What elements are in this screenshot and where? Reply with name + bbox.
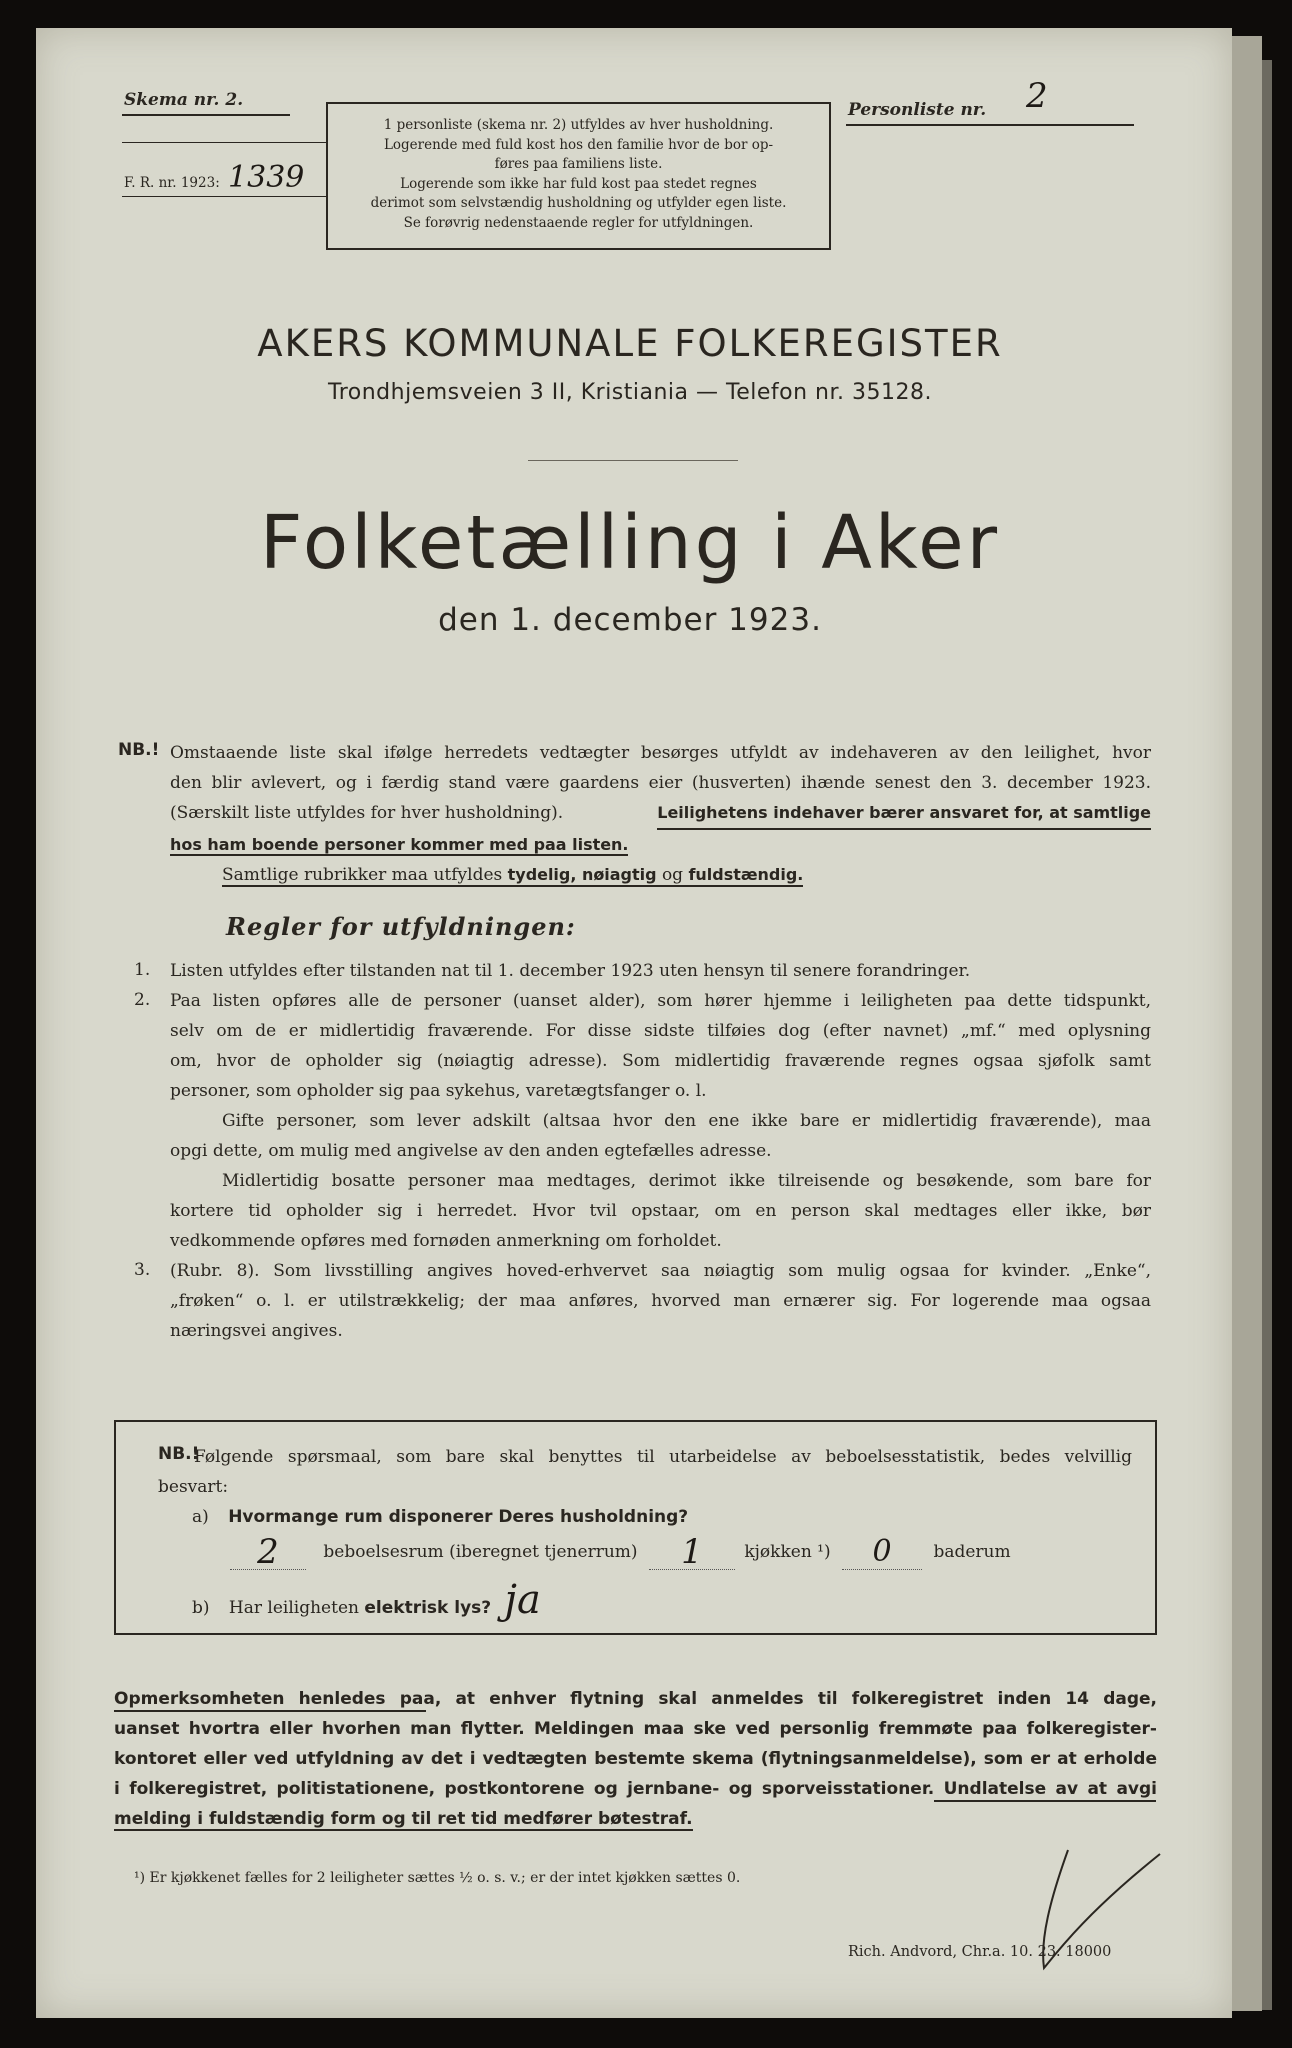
qbox-intro: [194, 1442, 1132, 1472]
printer-imprint: Rich. Andvord, Chr.a. 10. 23. 18000: [848, 1944, 1112, 1960]
footnote: ¹) Er kjøkkenet fælles for 2 leiligheter sættes ½ o. s. v.; er der intet kjøkken sættes 0.: [134, 1870, 741, 1886]
office-name: AKERS KOMMUNALE FOLKEREGISTER: [257, 322, 1003, 365]
nb-paragraph: [170, 738, 1151, 890]
nb-line: den blir avlevert, og i færdig stand være gaardens eier (husverten) ihænde senest den 3. december 1923.: [170, 773, 1151, 793]
rule-line: vedkommende opføres med fornøden anmerkning om forholdet.: [170, 1231, 722, 1251]
rule-line: Listen utfyldes efter tilstanden nat til 1. december 1923 uten hensyn til senere forandringer.: [170, 961, 971, 981]
info-line: Logerende som ikke har fuld kost paa stedet regnes: [400, 175, 757, 192]
notice-underline: [114, 1710, 426, 1712]
notice-line: uanset hvortra eller hvorhen man flytter. Meldingen maa ske ved personlig fremmøte paa folkeregister-: [114, 1719, 1157, 1739]
question-a-text: Hvormange rum disponerer Deres husholdning?: [228, 1507, 689, 1527]
info-line: føres paa familiens liste.: [494, 156, 663, 172]
household-info-box: [326, 102, 831, 250]
fr-number: 1339: [228, 160, 305, 195]
divider: [528, 460, 738, 461]
bath-label: baderum: [933, 1542, 1011, 1562]
qbox-intro-line: besvart:: [158, 1477, 229, 1497]
skema-rule: [122, 114, 290, 116]
electric-light-answer: ja: [504, 1577, 541, 1623]
page-title: Folketælling i Aker: [259, 500, 1001, 586]
rooms-label: beboelsesrum (iberegnet tjenerrum): [323, 1542, 638, 1562]
rule-text: [170, 956, 1151, 986]
fr-rule: [122, 196, 326, 197]
notice-line: kontoret eller ved utfyldning av det i vedtægten bestemte skema (flytningsanmeldelse), som er at erholde: [114, 1749, 1157, 1769]
nb-emphasis: hos ham boende personer kommer med paa listen.: [170, 835, 629, 854]
rule-line: personer, som opholder sig paa sykehus, varetægtsfanger o. l.: [170, 1081, 707, 1101]
question-b: [192, 1577, 541, 1624]
rooms-value: 2: [230, 1535, 306, 1570]
rule-line: næringsvei angives.: [170, 1321, 343, 1341]
personliste-label: Personliste nr.: [848, 100, 987, 120]
nb-emphasis: Leilighetens indehaver bærer ansvaret for, at samtlige: [657, 798, 1151, 830]
rule-line: Paa listen opføres alle de personer (uanset alder), som hører hjemme i leiligheten paa dette tidspunkt,: [170, 991, 1151, 1011]
rule-line: om, hvor de opholder sig (nøiagtig adresse). Som midlertidig fraværende regnes ogsaa sjøfolk samt: [170, 1051, 1151, 1071]
moving-notice: [114, 1684, 1157, 1834]
bath-value: 0: [842, 1535, 922, 1570]
question-a: [192, 1502, 688, 1532]
info-line: derimot som selvstændig husholdning og utfylder egen liste.: [370, 195, 787, 211]
nb-line: [222, 860, 1151, 890]
personliste-rule: [846, 124, 1134, 126]
fr-label: F. R. nr. 1923:: [124, 175, 220, 191]
notice-underline: [934, 1800, 1156, 1802]
nb-line-part: (Særskilt liste utfyldes for hver husholdning).: [170, 803, 564, 823]
qbox-intro-line: Følgende spørsmaal, som bare skal benyttes til utarbeidelse av beboelsesstatistik, bedes velvillig: [194, 1447, 1132, 1467]
rule-line: opgi dette, om mulig med angivelse av den anden egtefælles adresse.: [170, 1141, 772, 1161]
nb-line: Omstaaende liste skal ifølge herredets vedtægter besørges utfyldt av indehaveren av den leilighet, hvor: [170, 743, 1151, 763]
rule-text: [170, 986, 1151, 1256]
rule-line: kortere tid opholder sig i herredet. Hvor tvil opstaar, om en person skal medtages eller ikke, bør: [170, 1201, 1151, 1221]
question-a-letter: a): [192, 1507, 209, 1527]
office-address: Trondhjemsveien 3 II, Kristiania — Telefon nr. 35128.: [328, 380, 932, 405]
qbox-nb-label: NB.!: [158, 1444, 200, 1464]
nb-line: [170, 830, 1151, 860]
question-b-emphasis: elektrisk lys?: [364, 1598, 492, 1618]
rule-line: „frøken“ o. l. er utilstrækkelig; der maa anføres, hvorved man ernærer sig. For logerende maa ogsaa: [170, 1291, 1151, 1311]
nb-underlined: Samtlige rubrikker maa utfyldes tydelig, nøiagtig og fuldstændig.: [222, 865, 804, 885]
rule-number: 1.: [134, 960, 151, 980]
page-subtitle: den 1. december 1923.: [438, 602, 822, 638]
kitchen-label: kjøkken ¹): [744, 1542, 831, 1562]
info-line: Logerende med fuld kost hos den familie hvor de bor op-: [383, 136, 774, 153]
rule-line: selv om de er midlertidig fraværende. For disse sidste tilføies dog (efter navnet) „mf.“ med oplysning: [170, 1021, 1151, 1041]
rule-line: Midlertidig bosatte personer maa medtages, derimot ikke tilreisende og besøkende, som bare for: [222, 1171, 1151, 1191]
rule-number: 3.: [134, 1260, 151, 1280]
nb-label: NB.!: [118, 740, 160, 760]
notice-line: melding i fuldstændig form og til ret tid medfører bøtestraf.: [114, 1809, 693, 1829]
question-b-letter: b): [192, 1598, 210, 1618]
kitchen-value: 1: [649, 1535, 735, 1570]
personliste-number: 2: [1026, 76, 1048, 116]
nb-line: [170, 798, 1151, 830]
fr-row: [124, 160, 304, 195]
notice-line: i folkeregistret, politistationene, postkontorene og jernbane- og sporveisstationer. Undlatelse av at avgi: [114, 1779, 1157, 1799]
rule-line: (Rubr. 8). Som livsstilling angives hoved-erhvervet saa nøiagtig som mulig ogsaa for kvinder. „Enke“,: [170, 1261, 1151, 1281]
rule-text: [170, 1256, 1151, 1346]
notice-line: Opmerksomheten henledes paa, at enhver flytning skal anmeldes til folkeregistret inden 14 dage,: [114, 1689, 1157, 1709]
info-line: Se forøvrig nedenstaaende regler for utfyldningen.: [403, 214, 754, 231]
rules-heading: Regler for utfyldningen:: [226, 912, 576, 941]
skema-rule-2: [122, 142, 326, 143]
rooms-row: [230, 1534, 1011, 1570]
page-edge-shadow: [1262, 60, 1272, 2010]
rule-line: Gifte personer, som lever adskilt (altsaa hvor den ene ikke bare er midlertidig fraværende), maa: [222, 1111, 1151, 1131]
info-line: 1 personliste (skema nr. 2) utfyldes av hver husholdning.: [383, 117, 774, 133]
skema-label: Skema nr. 2.: [124, 90, 244, 110]
rule-number: 2.: [134, 990, 151, 1010]
question-b-text: Har leiligheten: [228, 1598, 359, 1618]
